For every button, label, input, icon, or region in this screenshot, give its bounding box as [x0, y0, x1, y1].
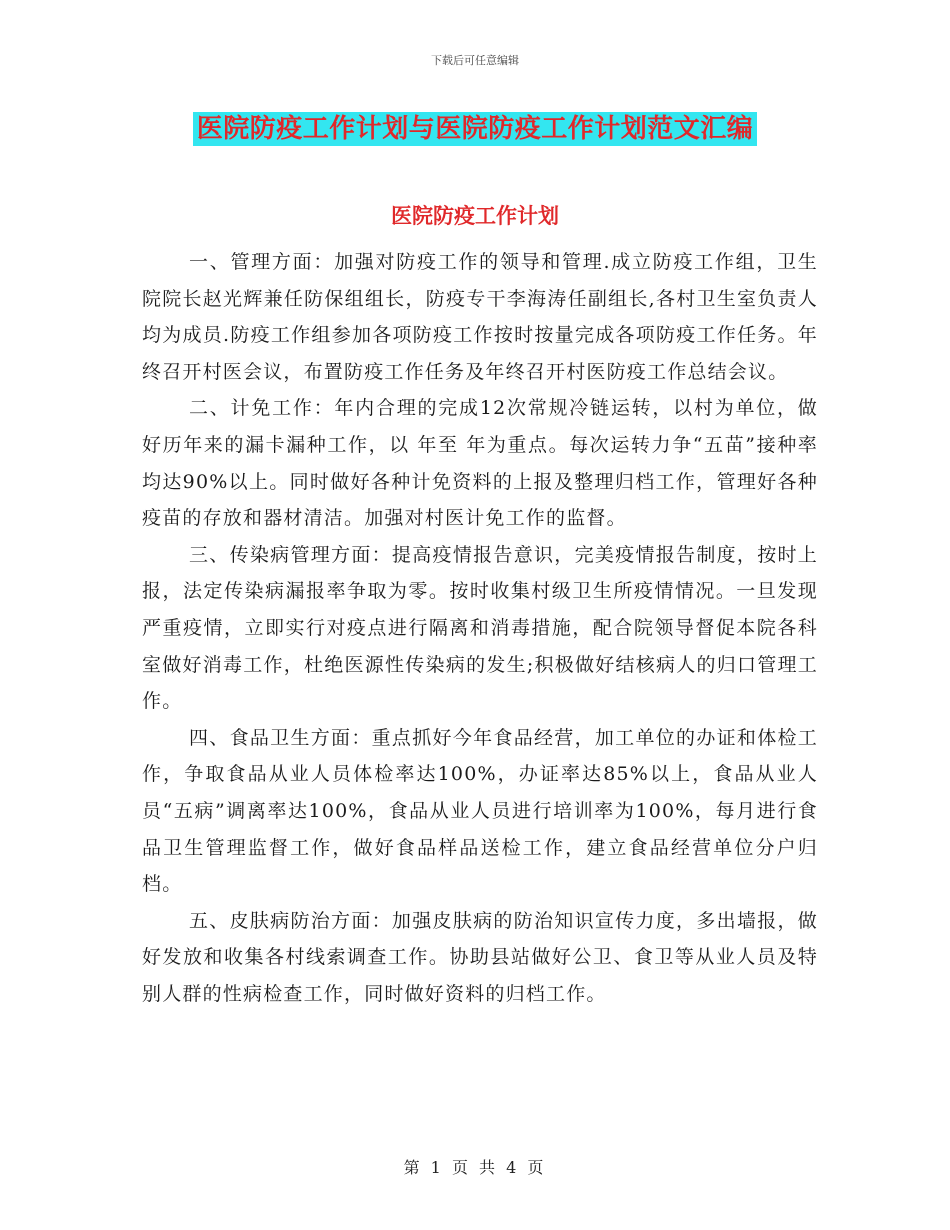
- paragraph-infectious-disease: 三、传染病管理方面：提高疫情报告意识，完美疫情报告制度，按时上报，法定传染病漏报率争取为零。按时收集村级卫生所疫情情况。一旦发现严重疫情，立即实行对疫点进行隔离和消毒措施，配合院领导督促本院各科室做好消毒工作，杜绝医源性传染病的发生;积极做好结核病人的归口管理工作。: [142, 543, 818, 713]
- section-title: 医院防疫工作计划: [391, 204, 559, 228]
- paragraph-management: 一、管理方面：加强对防疫工作的领导和管理.成立防疫工作组，卫生院院长赵光辉兼任防保组组长，防疫专干李海涛任副组长,各村卫生室负责人均为成员.防疫工作组参加各项防疫工作按时按量完成各项防疫工作任务。年终召开村医会议，布置防疫工作任务及年终召开村医防疫工作总结会议。: [142, 251, 818, 383]
- paragraph-skin-disease: 五、皮肤病防治方面：加强皮肤病的防治知识宣传力度，多出墙报，做好发放和收集各村线索调查工作。协助县站做好公卫、食卫等从业人员及特别人群的性病检查工作，同时做好资料的归档工作。: [142, 909, 818, 1005]
- document-title: 医院防疫工作计划与医院防疫工作计划范文汇编: [193, 112, 758, 146]
- page-number-footer: 第 1 页 共 4 页: [403, 1158, 547, 1177]
- paragraph-immunization: 二、计免工作：年内合理的完成12次常规冷链运转，以村为单位，做好历年来的漏卡漏种工作，以 年至 年为重点。每次运转力争“五苗”接种率均达90%以上。同时做好各种计免资料的上报及整理归档工作，管理好各种疫苗的存放和器材清洁。加强对村医计免工作的监督。: [142, 397, 818, 530]
- document-title-container: [0, 112, 950, 146]
- page-header-note: 下载后可任意编辑: [431, 54, 519, 67]
- document-body: [142, 244, 818, 1012]
- paragraph-food-hygiene: 四、食品卫生方面：重点抓好今年食品经营，加工单位的办证和体检工作，争取食品从业人员体检率达100%，办证率达85%以上，食品从业人员“五病”调离率达100%，食品从业人员进行培训率为100%，每月进行食品卫生管理监督工作，做好食品样品送检工作，建立食品经营单位分户归档。: [142, 726, 818, 896]
